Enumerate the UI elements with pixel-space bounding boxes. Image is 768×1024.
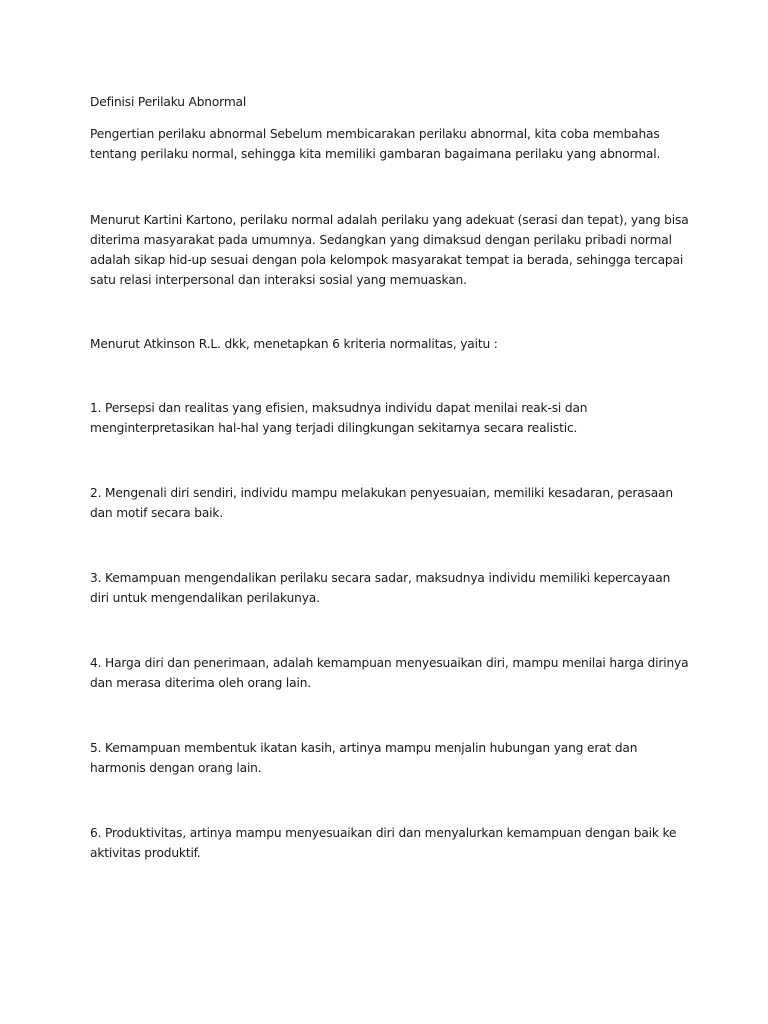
kartono-paragraph: Menurut Kartini Kartono, perilaku normal adalah perilaku yang adekuat (serasi dan tepat), yang bisa diterima masyarakat pada umumnya. Sedangkan yang dimaksud dengan perilaku pribadi normal adalah sikap hid-up sesuai dengan pola kelompok masyarakat tempat ia berada, sehingga tercapai satu relasi interpersonal dan interaksi sosial yang memuaskan. xyxy=(90,213,689,287)
atkinson-paragraph: Menurut Atkinson R.L. dkk, menetapkan 6 kriteria normalitas, yaitu : xyxy=(90,337,498,351)
criteria-item: 3. Kemampuan mengendalikan perilaku secara sadar, maksudnya individu memiliki kepercayaan diri untuk mengendalikan perilakunya. xyxy=(90,571,671,605)
criteria-item: 5. Kemampuan membentuk ikatan kasih, artinya mampu menjalin hubungan yang erat dan harmonis dengan orang lain. xyxy=(90,741,638,775)
document-body xyxy=(90,92,690,863)
criteria-item: 4. Harga diri dan penerimaan, adalah kemampuan menyesuaikan diri, mampu menilai harga dirinya dan merasa diterima oleh orang lain. xyxy=(90,656,689,690)
criteria-item: 1. Persepsi dan realitas yang efisien, maksudnya individu dapat menilai reak-si dan menginterpretasikan hal-hal yang terjadi dilingkungan sekitarnya secara realistic. xyxy=(90,401,588,435)
document-title: Definisi Perilaku Abnormal xyxy=(90,95,247,109)
intro-paragraph: Pengertian perilaku abnormal Sebelum membicarakan perilaku abnormal, kita coba membahas tentang perilaku normal, sehingga kita memiliki gambaran bagaimana perilaku yang abnormal. xyxy=(90,127,661,161)
criteria-item: 2. Mengenali diri sendiri, individu mampu melakukan penyesuaian, memiliki kesadaran, perasaan dan motif secara baik. xyxy=(90,486,673,520)
criteria-item: 6. Produktivitas, artinya mampu menyesuaikan diri dan menyalurkan kemampuan dengan baik ke aktivitas produktif. xyxy=(90,826,677,860)
